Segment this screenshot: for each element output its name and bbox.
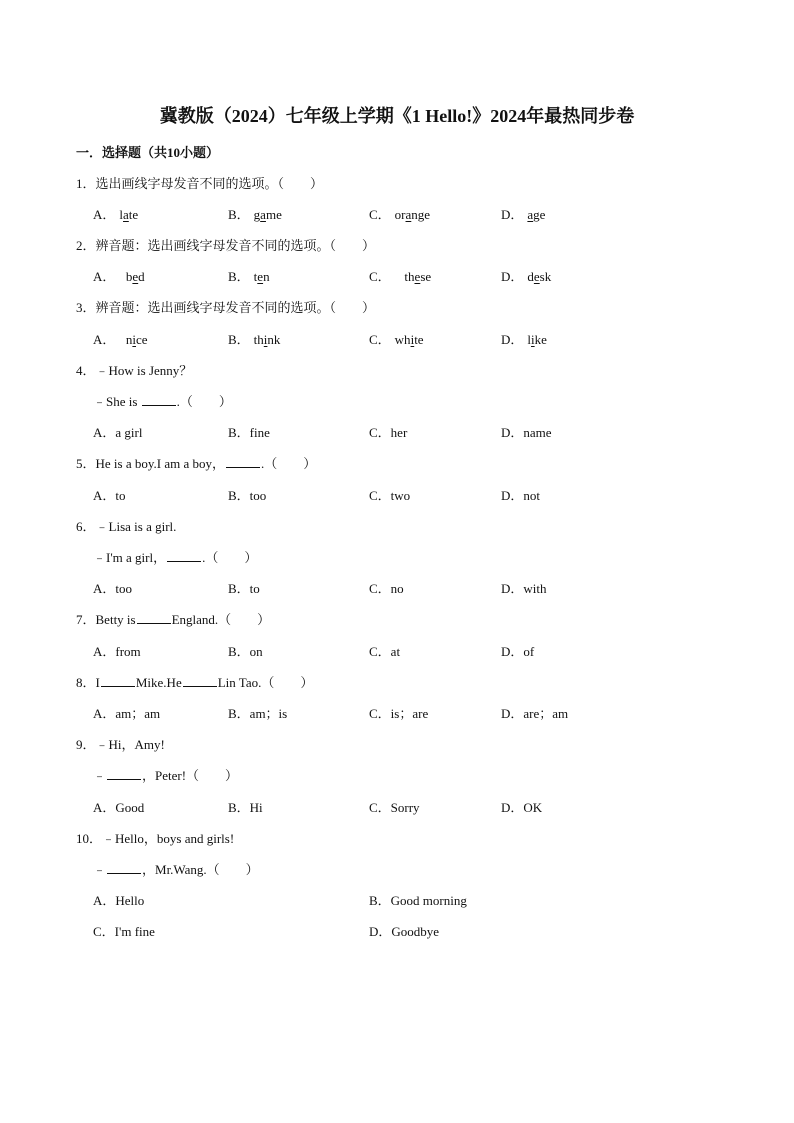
question-number: 6．: [76, 519, 96, 534]
question-number: 10．: [76, 831, 103, 846]
option-d[interactable]: D． like: [501, 332, 547, 347]
section-heading: 一．选择题（共10小题）: [76, 145, 220, 160]
option-a[interactable]: A． nice: [93, 332, 148, 347]
option-c[interactable]: C．is；are: [369, 706, 429, 721]
option-a[interactable]: A． late: [93, 207, 139, 222]
dialogue-line: ﹣I'm a girl，: [93, 550, 167, 565]
question-3-options: [0, 330, 794, 350]
dialogue-line: ﹣Lisa is a girl.: [95, 519, 177, 534]
option-d[interactable]: D．are；am: [501, 706, 569, 721]
option-c[interactable]: C．Sorry: [369, 800, 420, 815]
option-a[interactable]: A．Hello: [93, 893, 145, 908]
question-5-options: [0, 486, 794, 506]
option-a[interactable]: A．too: [93, 581, 133, 596]
question-number: 4．: [76, 363, 96, 378]
option-b[interactable]: B． think: [228, 332, 281, 347]
answer-blank[interactable]: [107, 861, 141, 874]
question-6-stem: [0, 517, 794, 537]
question-text: 辨音题：选出画线字母发音不同的选项。（ ）: [95, 238, 376, 253]
option-b[interactable]: B． game: [228, 207, 282, 222]
dialogue-line: ﹣Hi，Amy!: [95, 737, 165, 752]
answer-blank[interactable]: [137, 611, 171, 624]
question-10-options-row-2: [0, 922, 794, 942]
question-10-stem: [0, 829, 794, 849]
question-number: 9．: [76, 737, 96, 752]
question-number: 2．: [76, 238, 96, 253]
answer-blank[interactable]: [167, 549, 201, 562]
option-c[interactable]: C． orange: [369, 207, 431, 222]
question-9-stem: [0, 735, 794, 755]
option-c[interactable]: C．I'm fine: [93, 924, 155, 939]
question-number: 7．: [76, 612, 96, 627]
option-c[interactable]: C．two: [369, 488, 411, 503]
dialogue-line: ﹣: [93, 768, 107, 783]
question-1-options: [0, 205, 794, 225]
option-a[interactable]: A．a girl: [93, 425, 143, 440]
question-8-stem: 8．I Mike.He Lin Tao.（ ）: [76, 675, 314, 690]
option-a[interactable]: A． bed: [93, 269, 145, 284]
option-d[interactable]: D． desk: [501, 269, 552, 284]
option-a[interactable]: A．to: [93, 488, 126, 503]
question-text: He is a boy.I am a boy，: [95, 456, 226, 471]
question-text: 辨音题：选出画线字母发音不同的选项。（ ）: [95, 300, 376, 315]
answer-blank[interactable]: [226, 455, 260, 468]
question-1-stem: [0, 174, 794, 194]
option-b[interactable]: B． ten: [228, 269, 270, 284]
question-number: 5．: [76, 456, 96, 471]
option-b[interactable]: B．am；is: [228, 706, 288, 721]
option-c[interactable]: C．her: [369, 425, 408, 440]
question-6-line-2: ﹣I'm a girl， .（ ）: [93, 550, 258, 565]
question-number: 8．: [76, 675, 96, 690]
question-10-options-row-1: [0, 891, 794, 911]
question-number: 1．: [76, 176, 96, 191]
option-b[interactable]: B．fine: [228, 425, 270, 440]
option-b[interactable]: B．Hi: [228, 800, 263, 815]
option-d[interactable]: D．with: [501, 581, 547, 596]
dialogue-line: ﹣She is: [93, 394, 141, 409]
question-9-options: [0, 798, 794, 818]
dialogue-line: ﹣: [93, 862, 107, 877]
answer-blank[interactable]: [183, 674, 217, 687]
dialogue-line: ﹣Hello，boys and girls!: [102, 831, 235, 846]
option-d[interactable]: D．OK: [501, 800, 543, 815]
question-3-stem: [0, 298, 794, 318]
question-text: I: [95, 675, 100, 690]
option-c[interactable]: C． these: [369, 269, 432, 284]
question-6-options: [0, 579, 794, 599]
question-4-line-2: ﹣She is .（ ）: [93, 394, 232, 409]
option-d[interactable]: D．of: [501, 644, 535, 659]
question-2-options: [0, 267, 794, 287]
answer-blank[interactable]: [101, 674, 135, 687]
option-b[interactable]: B．Good morning: [369, 893, 467, 908]
page-title: 冀教版（2024）七年级上学期《1 Hello!》2024年最热同步卷: [159, 106, 635, 126]
option-b[interactable]: B．to: [228, 581, 260, 596]
question-number: 3．: [76, 300, 96, 315]
answer-blank[interactable]: [142, 393, 176, 406]
question-7-stem: 7．Betty is England.（ ）: [76, 612, 271, 627]
option-c[interactable]: C．at: [369, 644, 401, 659]
option-a[interactable]: A．am；am: [93, 706, 161, 721]
question-text: Betty is: [95, 612, 136, 627]
question-8-options: [0, 704, 794, 724]
answer-blank[interactable]: [107, 767, 141, 780]
question-7-options: [0, 642, 794, 662]
option-b[interactable]: B．on: [228, 644, 263, 659]
option-d[interactable]: D． age: [501, 207, 546, 222]
option-b[interactable]: B．too: [228, 488, 267, 503]
option-d[interactable]: D．not: [501, 488, 541, 503]
option-a[interactable]: A．Good: [93, 800, 145, 815]
question-text: 选出画线字母发音不同的选项。（ ）: [95, 176, 324, 191]
option-d[interactable]: D．name: [501, 425, 552, 440]
option-c[interactable]: C．no: [369, 581, 404, 596]
question-10-line-2: ﹣ ，Mr.Wang.（ ）: [93, 862, 259, 877]
option-a[interactable]: A．from: [93, 644, 141, 659]
question-9-line-2: ﹣ ，Peter!（ ）: [93, 768, 239, 783]
question-4-stem: [0, 361, 794, 381]
question-2-stem: [0, 236, 794, 256]
option-d[interactable]: D．Goodbye: [369, 924, 440, 939]
question-4-options: [0, 423, 794, 443]
option-c[interactable]: C． white: [369, 332, 424, 347]
question-5-stem: 5．He is a boy.I am a boy， .（ ）: [76, 456, 317, 471]
dialogue-line: ﹣How is Jenny？: [95, 363, 193, 378]
